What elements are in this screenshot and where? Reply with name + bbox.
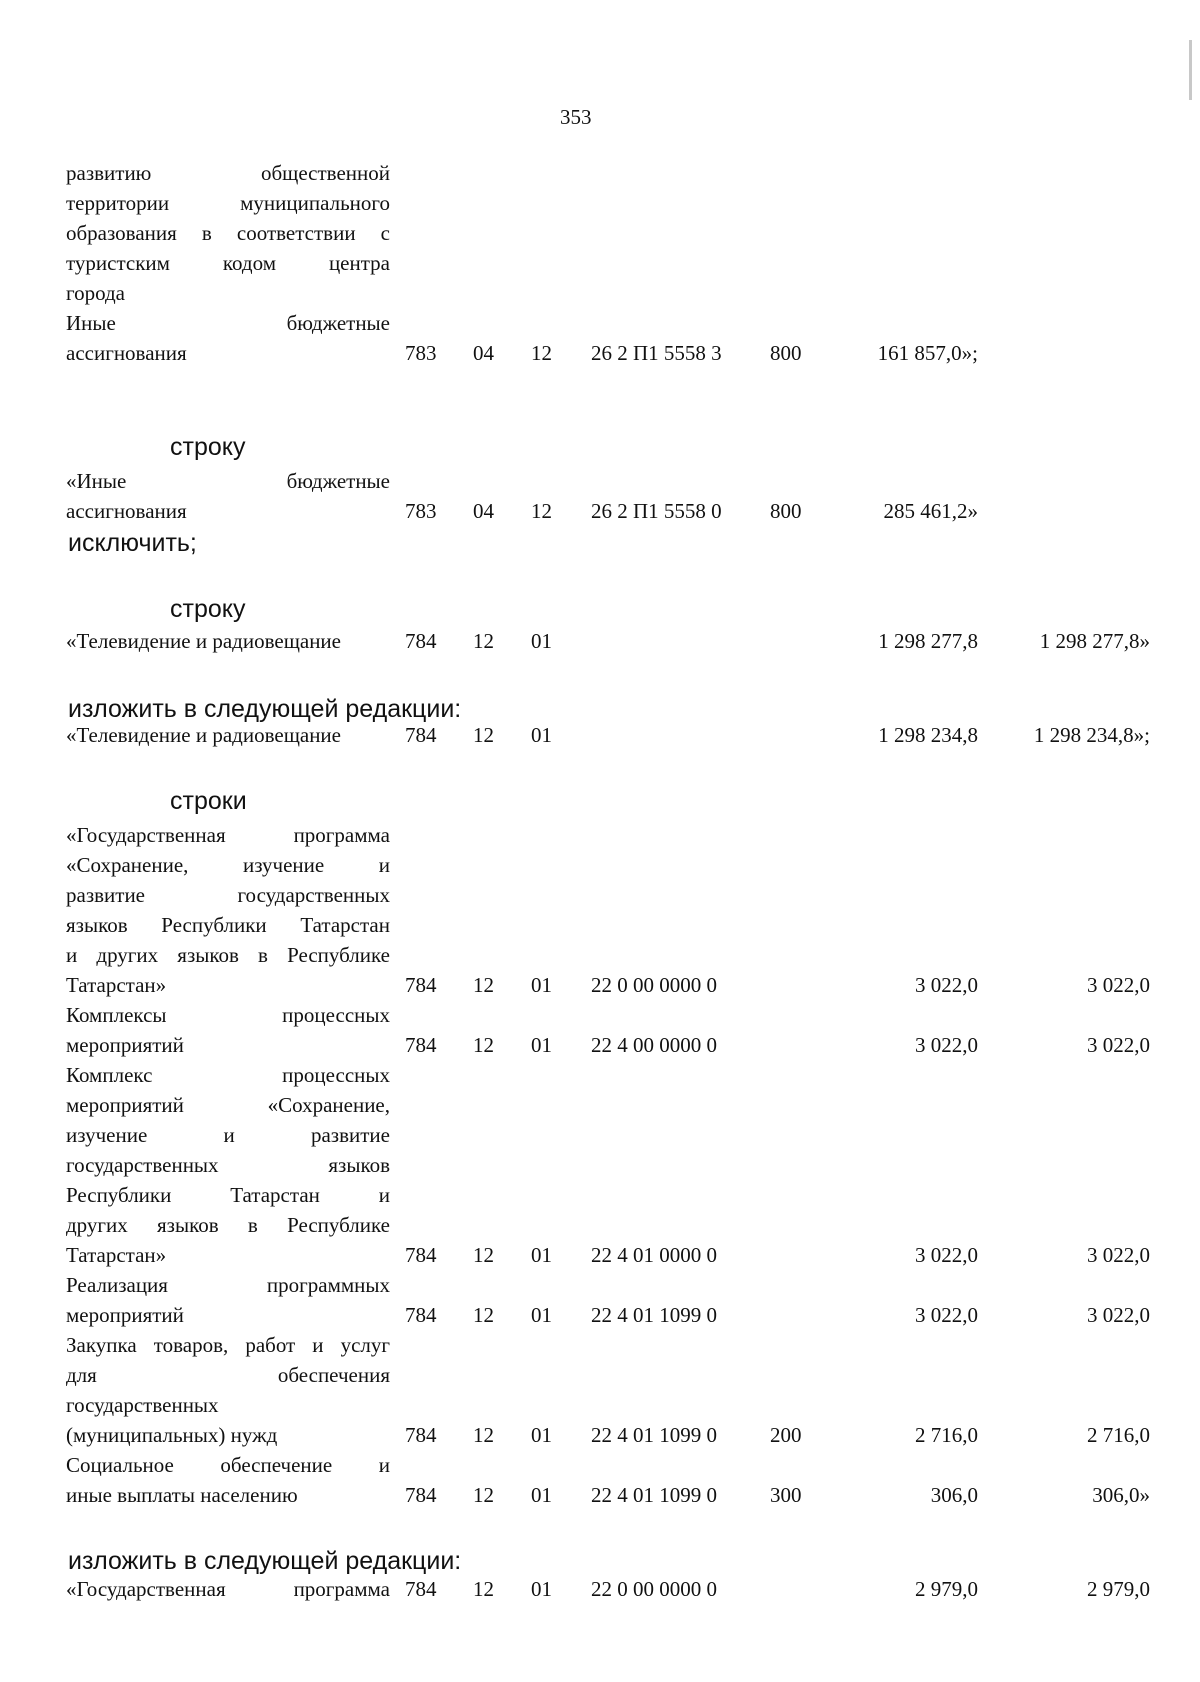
subsection-code: 12 (531, 499, 552, 523)
row-description: «Телевидение и радиовещание (66, 629, 341, 653)
ministry-code: 784 (405, 629, 437, 653)
section-code: 12 (473, 629, 494, 653)
ministry-code: 784 (405, 1033, 437, 1057)
table-row (0, 338, 1200, 368)
row-description: и других языков в Республике (66, 943, 390, 967)
row-description: Социальное обеспечение и (66, 1453, 390, 1477)
table-row (0, 1574, 1200, 1604)
amount-year-1: 1 298 277,8 (878, 629, 978, 653)
scan-edge-mark (1189, 40, 1192, 100)
amount-year-1: 3 022,0 (915, 1303, 978, 1327)
row-description: «Сохранение, изучение и (66, 853, 390, 877)
row-description: для обеспечения (66, 1363, 390, 1387)
ministry-code: 783 (405, 341, 437, 365)
ministry-code: 784 (405, 723, 437, 747)
table-row (0, 970, 1200, 1000)
expense-type-code: 800 (770, 499, 802, 523)
table-row (0, 248, 1200, 278)
instruction-heading: исключить; (68, 529, 197, 557)
target-article-code: 22 4 01 1099 0 (591, 1483, 717, 1507)
target-article-code: 26 2 П1 5558 3 (591, 341, 722, 365)
section-code: 12 (473, 1303, 494, 1327)
target-article-code: 22 4 01 1099 0 (591, 1303, 717, 1327)
section-code: 12 (473, 1423, 494, 1447)
row-description: города (66, 281, 125, 305)
ministry-code: 783 (405, 499, 437, 523)
row-description: Татарстан» (66, 973, 167, 997)
subsection-code: 01 (531, 973, 552, 997)
amount-year-2: 3 022,0 (1087, 1033, 1150, 1057)
subsection-code: 12 (531, 341, 552, 365)
amount-year-2: 3 022,0 (1087, 973, 1150, 997)
target-article-code: 22 4 00 0000 0 (591, 1033, 717, 1057)
section-code: 12 (473, 1577, 494, 1601)
row-description: ассигнования (66, 341, 187, 365)
instruction-heading: изложить в следующей редакции: (68, 695, 462, 723)
amount-year-1: 3 022,0 (915, 973, 978, 997)
table-row (0, 466, 1200, 496)
instruction-heading: изложить в следующей редакции: (68, 1547, 462, 1575)
row-description: Татарстан» (66, 1243, 167, 1267)
table-row (0, 940, 1200, 970)
table-row (0, 1480, 1200, 1510)
instruction-heading: строку (170, 595, 246, 623)
subsection-code: 01 (531, 723, 552, 747)
row-description: ассигнования (66, 499, 187, 523)
row-description: мероприятий (66, 1303, 184, 1327)
table-row (0, 308, 1200, 338)
subsection-code: 01 (531, 1483, 552, 1507)
table-row (0, 626, 1200, 656)
ministry-code: 784 (405, 1577, 437, 1601)
table-row (0, 1060, 1200, 1090)
subsection-code: 01 (531, 1577, 552, 1601)
table-row (0, 1030, 1200, 1060)
table-row (0, 1090, 1200, 1120)
amount-year-1: 285 461,2» (883, 499, 978, 523)
row-description: образования в соответствии с (66, 221, 390, 245)
ministry-code: 784 (405, 1483, 437, 1507)
section-code: 12 (473, 1033, 494, 1057)
section-code: 12 (473, 723, 494, 747)
table-row (0, 1360, 1200, 1390)
amount-year-1: 3 022,0 (915, 1033, 978, 1057)
table-row (0, 1210, 1200, 1240)
ministry-code: 784 (405, 1423, 437, 1447)
row-description: «Государственная программа (66, 1577, 390, 1601)
subsection-code: 01 (531, 1243, 552, 1267)
ministry-code: 784 (405, 1303, 437, 1327)
amount-year-1: 161 857,0»; (877, 341, 978, 365)
table-row (0, 1150, 1200, 1180)
amount-year-2: 1 298 277,8» (1039, 629, 1150, 653)
row-description: Республики Татарстан и (66, 1183, 390, 1207)
table-row (0, 850, 1200, 880)
row-description: Комплекс процессных (66, 1063, 390, 1087)
section-code: 04 (473, 499, 494, 523)
row-description: развитие государственных (66, 883, 390, 907)
row-description: Комплексы процессных (66, 1003, 390, 1027)
target-article-code: 22 0 00 0000 0 (591, 973, 717, 997)
expense-type-code: 200 (770, 1423, 802, 1447)
ministry-code: 784 (405, 973, 437, 997)
table-row (0, 720, 1200, 750)
subsection-code: 01 (531, 1303, 552, 1327)
table-row (0, 1330, 1200, 1360)
row-description: Закупка товаров, работ и услуг (66, 1333, 390, 1357)
table-row (0, 1390, 1200, 1420)
row-description: других языков в Республике (66, 1213, 390, 1237)
row-description: Иные бюджетные (66, 311, 390, 335)
amount-year-2: 3 022,0 (1087, 1303, 1150, 1327)
table-row (0, 1120, 1200, 1150)
ministry-code: 784 (405, 1243, 437, 1267)
row-description: мероприятий (66, 1033, 184, 1057)
amount-year-1: 1 298 234,8 (878, 723, 978, 747)
table-row (0, 910, 1200, 940)
amount-year-1: 3 022,0 (915, 1243, 978, 1267)
instruction-heading: строки (170, 787, 247, 815)
row-description: территории муниципального (66, 191, 390, 215)
amount-year-2: 2 716,0 (1087, 1423, 1150, 1447)
row-description: Реализация программных (66, 1273, 390, 1297)
amount-year-2: 306,0» (1092, 1483, 1150, 1507)
target-article-code: 22 0 00 0000 0 (591, 1577, 717, 1601)
expense-type-code: 800 (770, 341, 802, 365)
row-description: развитию общественной (66, 161, 390, 185)
amount-year-1: 2 979,0 (915, 1577, 978, 1601)
row-description: изучение и развитие (66, 1123, 390, 1147)
table-row (0, 188, 1200, 218)
table-row (0, 820, 1200, 850)
amount-year-2: 3 022,0 (1087, 1243, 1150, 1267)
row-description: «Иные бюджетные (66, 469, 390, 493)
table-row (0, 1300, 1200, 1330)
subsection-code: 01 (531, 629, 552, 653)
target-article-code: 22 4 01 1099 0 (591, 1423, 717, 1447)
row-description: государственных (66, 1393, 219, 1417)
row-description: «Телевидение и радиовещание (66, 723, 341, 747)
table-row (0, 1000, 1200, 1030)
section-code: 12 (473, 973, 494, 997)
row-description: языков Республики Татарстан (66, 913, 390, 937)
subsection-code: 01 (531, 1033, 552, 1057)
table-row (0, 880, 1200, 910)
table-row (0, 1240, 1200, 1270)
subsection-code: 01 (531, 1423, 552, 1447)
page-number: 353 (560, 105, 592, 129)
row-description: иные выплаты населению (66, 1483, 298, 1507)
amount-year-1: 306,0 (930, 1483, 978, 1507)
table-row (0, 1270, 1200, 1300)
section-code: 04 (473, 341, 494, 365)
table-row (0, 278, 1200, 308)
row-description: «Государственная программа (66, 823, 390, 847)
amount-year-1: 2 716,0 (915, 1423, 978, 1447)
table-row (0, 1420, 1200, 1450)
section-code: 12 (473, 1243, 494, 1267)
table-row (0, 1180, 1200, 1210)
row-description: государственных языков (66, 1153, 390, 1177)
table-row (0, 1450, 1200, 1480)
table-row (0, 158, 1200, 188)
row-description: туристским кодом центра (66, 251, 390, 275)
section-code: 12 (473, 1483, 494, 1507)
row-description: мероприятий «Сохранение, (66, 1093, 390, 1117)
target-article-code: 26 2 П1 5558 0 (591, 499, 722, 523)
expense-type-code: 300 (770, 1483, 802, 1507)
target-article-code: 22 4 01 0000 0 (591, 1243, 717, 1267)
row-description: (муниципальных) нужд (66, 1423, 278, 1447)
table-row (0, 218, 1200, 248)
instruction-heading: строку (170, 433, 246, 461)
amount-year-2: 1 298 234,8»; (1033, 723, 1150, 747)
table-row (0, 496, 1200, 526)
amount-year-2: 2 979,0 (1087, 1577, 1150, 1601)
